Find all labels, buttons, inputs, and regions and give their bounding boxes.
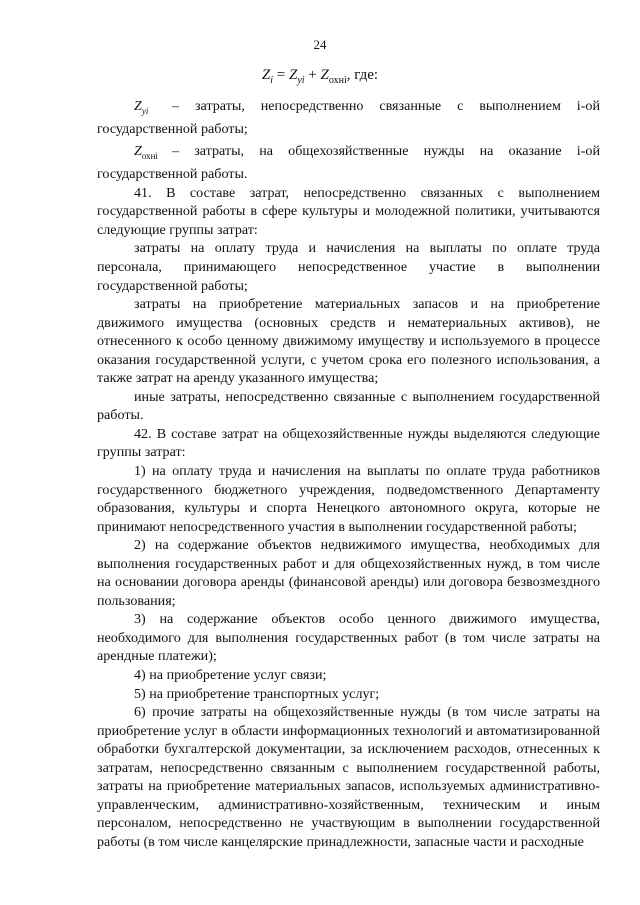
definition-subscript: охнi <box>141 150 158 161</box>
definition-symbol: Z <box>134 98 142 114</box>
formula-sub-yi: уi <box>297 75 305 86</box>
definition-zohni <box>97 142 600 184</box>
definition-subscript: уi <box>141 105 149 116</box>
formula-sub-ohni: охнi <box>328 75 347 86</box>
list-item-2: 2) на содержание объектов недвижимого имущества, необходимых для выполнения государственных работ и для общехозяйственных нужд, в том числе на основании договора аренды (финансовой аренды) или договора безвозмездного пользования; <box>97 537 600 609</box>
formula-z-3: Z <box>320 67 329 83</box>
list-item-1: 1) на оплату труда и начисления на выплаты по оплате труда работников государственного бюджетного учреждения, подведомственного Департаменту образования, культуры и спорта Ненецкого автономного округа, которые не принимают непосредственного участия в выполнении государственной работы; <box>97 463 600 535</box>
list-item-5: 5) на приобретение транспортных услуг; <box>134 685 380 702</box>
formula-z: Z <box>261 67 271 83</box>
paragraph-41: 41. В составе затрат, непосредственно связанных с выполнением государственной работы в сфере культуры и молодежной политики, учитываются следующие группы затрат: <box>97 184 600 238</box>
formula <box>0 66 640 91</box>
list-item-4: 4) на приобретение услуг связи; <box>134 667 327 684</box>
formula-equals: = <box>273 67 289 83</box>
formula-z-2: Z <box>288 67 298 83</box>
list-item-6: 6) прочие затраты на общехозяйственные нужды (в том числе затраты на приобретение услуг в области информационных технологий и автоматизированной обработки бухгалтерской документации, за исключением расходов, отнесенных к затратам, непосредственно связанным с выполнением государственной работы, затраты на приобретение материальных запасов, используемых административно-управленческим, административно-хозяйственным, техническим и иным персоналом, непосредственно не участвующим в выполнении государственной работы (в том числе канцелярские принадлежности, запасные части и расходные <box>97 704 600 850</box>
paragraph-labor-costs: затраты на оплату труда и начисления на выплаты по оплате труда персонала, принимающего непосредственное участие в выполнении государственной работы; <box>97 240 600 294</box>
formula-tail: , где: <box>346 67 379 83</box>
document-body <box>97 97 600 852</box>
page-number: 24 <box>313 37 327 52</box>
paragraph-materials-costs: затраты на приобретение материальных запасов и на приобретение движимого имущества (основных средств и нематериальных активов), не отнесенного к особо ценному движимому имуществу и используемого в процессе оказания государственной услуги, с учетом срока его полезного использования, а также затрат на аренду указанного имущества; <box>97 296 600 387</box>
paragraph-other-costs: иные затраты, непосредственно связанные с выполнением государственной работы. <box>97 388 600 424</box>
definition-zyi <box>97 97 600 139</box>
definition-text: – затраты, на общехозяйственные нужды на оказание i-ой государственной работы. <box>97 142 600 183</box>
paragraph-42: 42. В составе затрат на общехозяйственные нужды выделяются следующие группы затрат: <box>97 425 600 461</box>
definition-text: – затраты, непосредственно связанные с выполнением i-ой государственной работы; <box>97 98 600 138</box>
list-item-3: 3) на содержание объектов особо ценного движимого имущества, необходимого для выполнения государственных работ (в том числе затраты на арендные платежи); <box>97 611 600 665</box>
formula-z-index: i <box>270 75 273 86</box>
formula-plus: + <box>304 67 321 83</box>
definition-symbol: Z <box>134 142 142 159</box>
